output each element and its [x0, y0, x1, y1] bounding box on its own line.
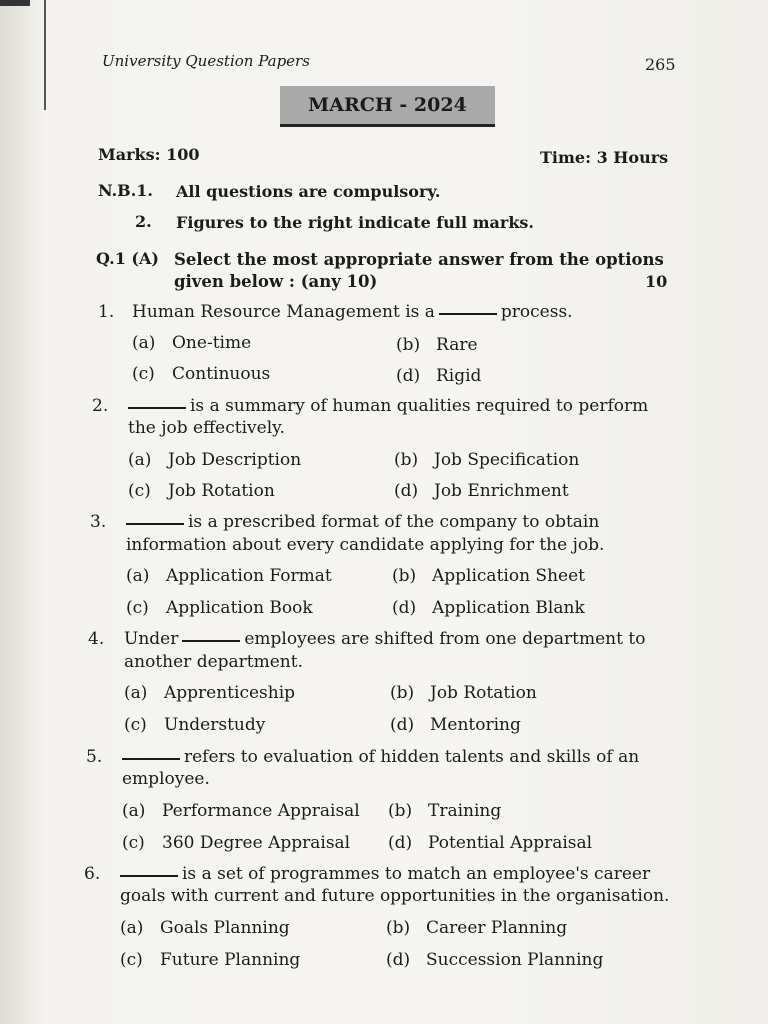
- question-text: [124, 629, 645, 649]
- question-text: [128, 396, 648, 416]
- question-text-line2: goals with current and future opportunities in the organisation.: [120, 886, 670, 906]
- marks-label: Marks: 100: [98, 145, 200, 164]
- section-instruction-line1: Select the most appropriate answer from the options: [174, 250, 664, 269]
- blank-line: [182, 639, 240, 642]
- option-d: (d) Mentoring: [390, 715, 521, 735]
- question-text-post: employees are shifted from one department to: [244, 629, 646, 649]
- option-b: (b) Career Planning: [386, 918, 568, 938]
- option-a: (a) One-time: [132, 333, 252, 353]
- section-instruction-line2: given below : (any 10): [174, 272, 378, 291]
- question-text-line2: employee.: [122, 769, 210, 789]
- option-d: (d) Rigid: [396, 366, 482, 386]
- question-text: [120, 864, 650, 884]
- book-spine-line: [44, 0, 46, 110]
- option-c: (c) Continuous: [132, 364, 271, 384]
- question-number: 1.: [98, 302, 115, 322]
- section-marks: 10: [645, 272, 668, 291]
- blank-line: [439, 312, 497, 315]
- time-label: Time: 3 Hours: [540, 148, 669, 167]
- exam-title: MARCH - 2024: [308, 94, 467, 116]
- question-number: 2.: [92, 396, 109, 416]
- note-1: All questions are compulsory.: [176, 182, 441, 201]
- option-c: (c) Job Rotation: [128, 481, 275, 501]
- page-number: 265: [645, 55, 676, 74]
- question-text-post: process.: [500, 302, 573, 322]
- option-b: (b) Job Specification: [394, 450, 580, 470]
- option-a: (a) Performance Appraisal: [122, 801, 360, 821]
- option-c: (c) 360 Degree Appraisal: [122, 833, 351, 853]
- option-d: (d) Application Blank: [392, 598, 585, 618]
- question-text-pre: Human Resource Management is a: [132, 302, 435, 322]
- question-number: 4.: [88, 629, 105, 649]
- question-text: [132, 302, 573, 322]
- question-text-post: refers to evaluation of hidden talents and skills of an: [184, 747, 640, 767]
- blank-line: [120, 874, 178, 877]
- question-text-post: is a set of programmes to match an employee's career: [182, 864, 651, 884]
- nb-prefix: N.B.1.: [98, 181, 153, 200]
- option-c: (c) Future Planning: [120, 950, 301, 970]
- question-text: [126, 512, 599, 532]
- option-c: (c) Application Book: [126, 598, 313, 618]
- note-2-number: 2.: [135, 212, 152, 231]
- question-number: 6.: [84, 864, 101, 884]
- running-header-title: University Question Papers: [102, 52, 310, 70]
- option-a: (a) Goals Planning: [120, 918, 290, 938]
- question-text: [122, 747, 639, 767]
- blank-line: [122, 757, 180, 760]
- option-b: (b) Job Rotation: [390, 683, 537, 703]
- blank-line: [126, 522, 184, 525]
- option-b: (b) Rare: [396, 335, 478, 355]
- exam-title-box: [280, 86, 495, 127]
- option-b: (b) Application Sheet: [392, 566, 585, 586]
- option-d: (d) Succession Planning: [386, 950, 604, 970]
- question-text-pre: Under: [124, 629, 179, 649]
- question-number: 5.: [86, 747, 103, 767]
- option-a: (a) Apprenticeship: [124, 683, 296, 703]
- section-label: Q.1 (A): [96, 249, 159, 268]
- question-text-line2: the job effectively.: [128, 418, 285, 438]
- option-d: (d) Job Enrichment: [394, 481, 569, 501]
- page-edge-shadow: [0, 0, 30, 6]
- question-number: 3.: [90, 512, 107, 532]
- option-a: (a) Job Description: [128, 450, 302, 470]
- blank-line: [128, 406, 186, 409]
- question-text-line2: another department.: [124, 652, 303, 672]
- option-b: (b) Training: [388, 801, 502, 821]
- question-text-line2: information about every candidate applying for the job.: [126, 535, 605, 555]
- option-c: (c) Understudy: [124, 715, 266, 735]
- question-text-post: is a summary of human qualities required to perform: [190, 396, 649, 416]
- question-text-post: is a prescribed format of the company to obtain: [188, 512, 600, 532]
- note-2: Figures to the right indicate full marks.: [176, 213, 534, 232]
- option-a: (a) Application Format: [126, 566, 332, 586]
- option-d: (d) Potential Appraisal: [388, 833, 593, 853]
